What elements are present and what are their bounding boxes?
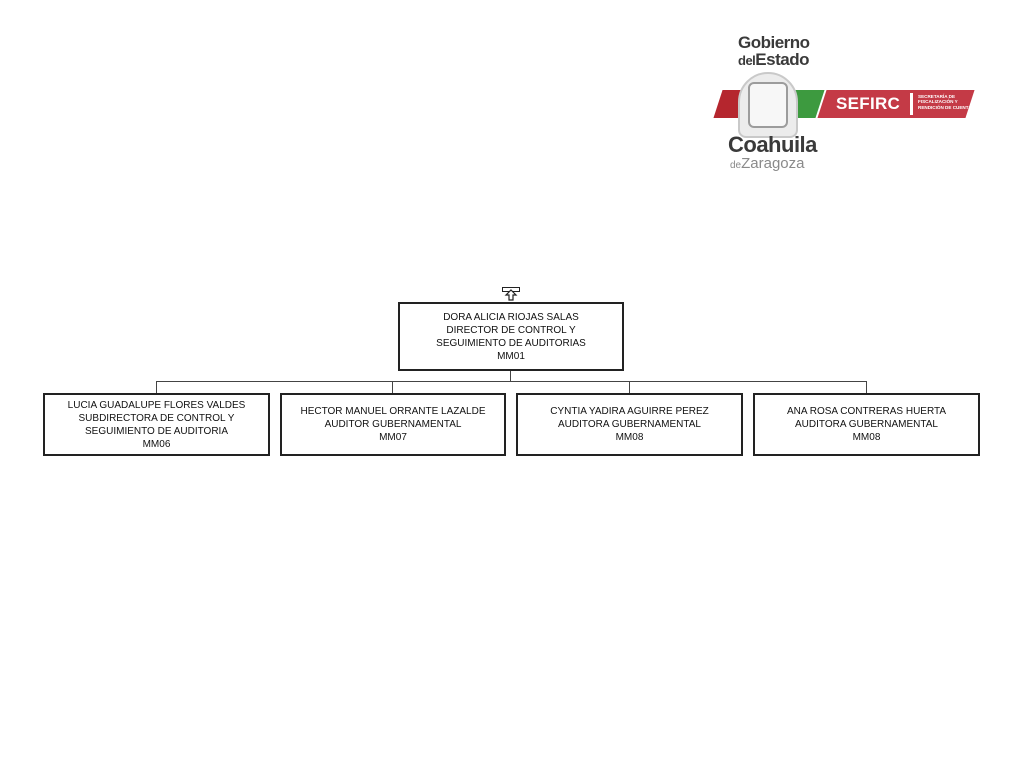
up-arrow-icon (502, 287, 520, 301)
logo-del-text: del (738, 53, 756, 68)
node-name: LUCIA GUADALUPE FLORES VALDES (67, 399, 246, 411)
node-code: MM08 (852, 432, 881, 443)
connector-child-4 (866, 381, 867, 393)
sefirc-subtitle: SECRETARÍA DE FISCALIZACIÓN Y RENDICIÓN DE CUENTAS (918, 94, 975, 110)
connector-child-2 (392, 381, 393, 393)
org-node-child-3 (516, 393, 743, 456)
gobierno-del-estado-wordmark (738, 34, 810, 69)
logo-estado-text: Estado (755, 50, 809, 69)
logo-de-zaragoza (730, 156, 805, 173)
connector-child-1 (156, 381, 157, 393)
node-title: AUDITOR GUBERNAMENTAL (324, 419, 462, 430)
node-name: DORA ALICIA RIOJAS SALAS (443, 311, 579, 323)
node-title: AUDITORA GUBERNAMENTAL (795, 419, 938, 430)
connector-horizontal (156, 381, 867, 382)
node-name: HECTOR MANUEL ORRANTE LAZALDE (300, 406, 486, 417)
state-seal-icon (738, 72, 798, 138)
org-node-child-2 (280, 393, 506, 456)
node-code: MM01 (497, 350, 525, 362)
org-node-child-4 (753, 393, 980, 456)
logo-de-text: de (730, 160, 742, 171)
node-title: SUBDIRECTORA DE CONTROL Y SEGUIMIENTO DE AUDITORIA (78, 412, 235, 437)
node-name: CYNTIA YADIRA AGUIRRE PEREZ (550, 406, 709, 417)
sefirc-label: SEFIRC (836, 94, 901, 113)
org-node-child-1 (43, 393, 270, 456)
seal-shield (748, 82, 788, 128)
node-code: MM08 (615, 432, 644, 443)
node-code: MM06 (142, 438, 171, 450)
connector-child-3 (629, 381, 630, 393)
logo-coahuila-text: Coahuila (728, 132, 817, 157)
node-code: MM07 (379, 432, 407, 443)
node-name: ANA ROSA CONTRERAS HUERTA (786, 406, 947, 417)
node-title: DIRECTOR DE CONTROL Y SEGUIMIENTO DE AUDITORIAS (436, 324, 586, 349)
sefirc-divider (910, 93, 913, 115)
logo-zaragoza-text: Zaragoza (741, 155, 805, 172)
org-node-root (398, 302, 624, 371)
logo-gobierno-text: Gobierno (738, 33, 810, 52)
gobierno-coahuila-sefirc-logo (712, 30, 982, 180)
node-title: AUDITORA GUBERNAMENTAL (558, 419, 701, 430)
